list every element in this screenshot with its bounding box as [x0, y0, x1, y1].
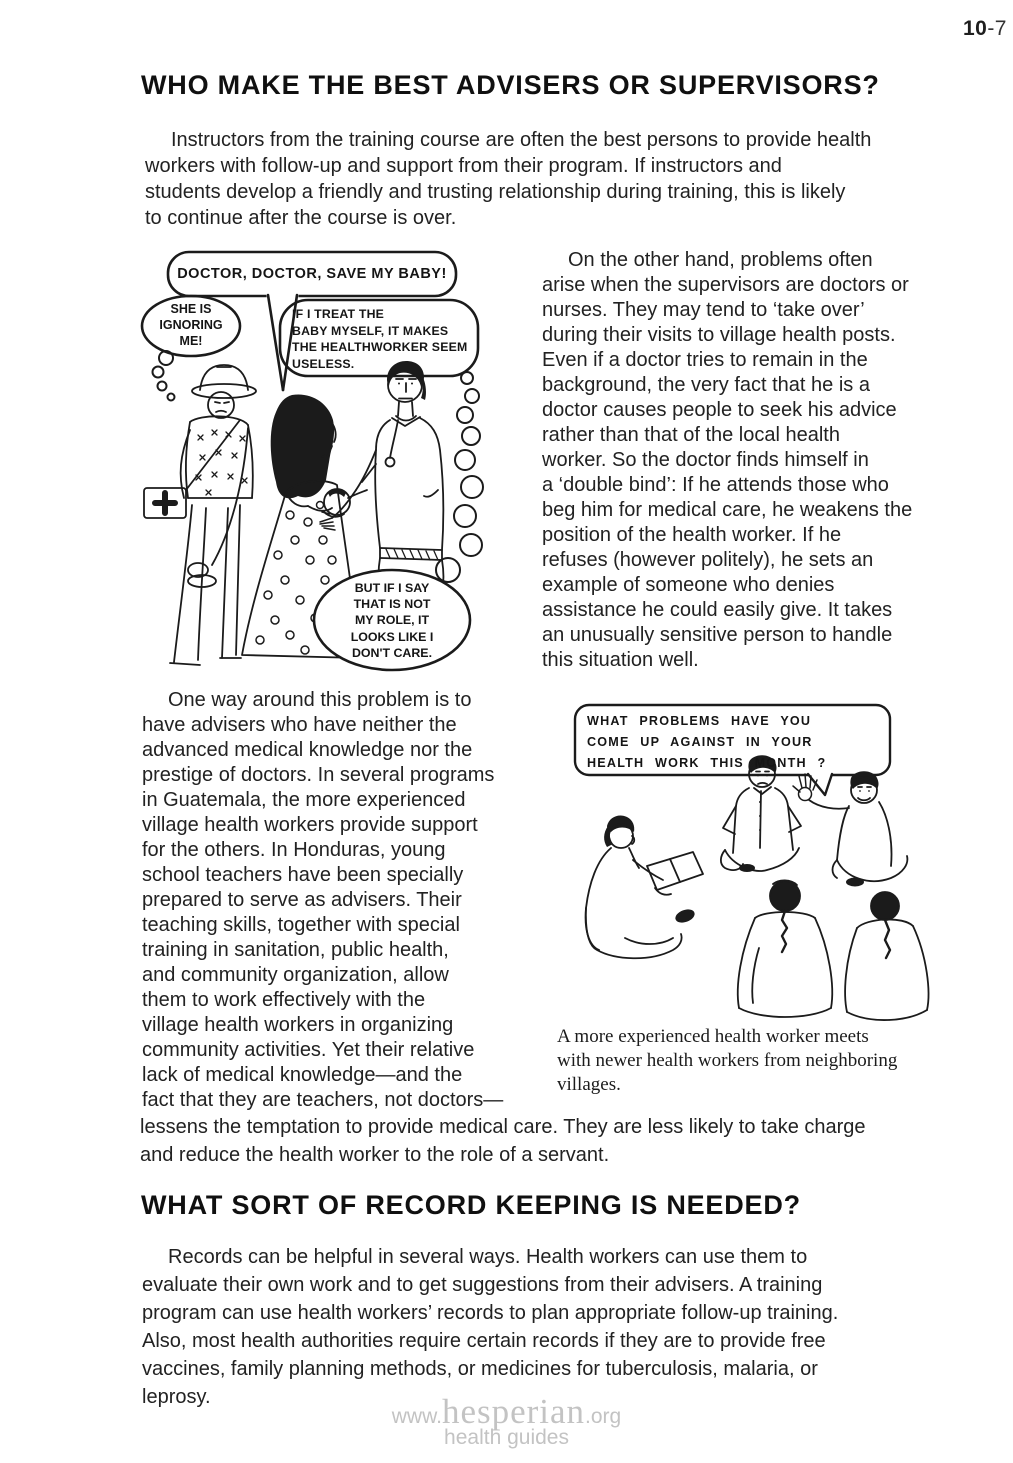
intro-paragraph: Instructors from the training course are often the best persons to provide health workers with follow-up and support from their program. If instructors and students develop a friendly and trusting relationship during training, this is likely to continue after the course is over.	[145, 129, 872, 229]
meeting-speech-bubble: WHAT PROBLEMS HAVE YOU COME UP AGAINST IN YOUR HEALTH WORK THIS MONTH ?	[587, 714, 827, 770]
watermark-tagline: health guides	[444, 1426, 569, 1449]
merged-paragraph: lessens the temptation to provide medical care. They are less likely to take charge and reduce the health worker to the role of a servant.	[140, 1116, 866, 1166]
speaker-figure	[793, 771, 907, 886]
page-number-chapter: 10	[962, 17, 988, 40]
thought-trail-left	[153, 351, 175, 401]
health-worker-thought-bubble: SHE IS IGNORING ME!	[159, 302, 223, 348]
doctor-thought-bubble-bottom: BUT IF I SAY THAT IS NOT MY ROLE, IT LOOKS LIKE I DON'T CARE.	[350, 581, 434, 660]
clinic-cartoon	[140, 250, 515, 675]
back-view-figure-right	[845, 892, 928, 1020]
records-paragraph: Records can be helpful in several ways. Health workers can use them to evaluate their own work and to get suggestions from their advisers. A training program can use health workers’ records to plan appropriate follow-up training. Also, most health authorities require certain records if they are to provide free vaccines, family planning methods, or medicines for tuberculosis, malaria, or leprosy.	[142, 1246, 839, 1408]
health-worker-figure	[144, 365, 256, 665]
doctor-thought-bubble-top: IF I TREAT THE BABY MYSELF, IT MAKES THE HEALTHWORKER SEEM USELESS.	[292, 307, 468, 371]
watermark	[0, 1392, 1013, 1450]
reader-figure	[586, 815, 703, 958]
first-aid-bag-icon	[144, 488, 186, 518]
book	[647, 852, 703, 890]
watermark-org: .org	[585, 1405, 622, 1428]
belt	[380, 548, 442, 560]
baby-figure	[324, 489, 367, 517]
meeting-cartoon	[555, 698, 940, 1023]
page-number	[963, 17, 1007, 41]
cartoon-caption: A more experienced health worker meets with newer health workers from neighboring villages.	[557, 1026, 898, 1095]
doctor-figure	[320, 361, 444, 592]
watermark-brand: hesperian	[441, 1392, 586, 1431]
section-heading-records: WHAT SORT OF RECORD KEEPING IS NEEDED?	[141, 1190, 801, 1220]
right-column-paragraph: On the other hand, problems often arise when the supervisors are doctors or nurses. They may tend to ‘take over’ during their visits to village health posts. Even if a doctor tries to remain in the background, the very fact that he is a doctor causes people to seek his advice rather than that of the local health worker. So the doctor finds himself in a ‘double bind’: If he attends those who beg him for medical care, he weakens the position of the health worker. If he refuses (however politely), he sets an example of someone who denies assistance he could easily give. It takes an unusually sensitive person to handle this situation well.	[542, 249, 913, 671]
back-view-figure-center	[738, 880, 832, 1017]
left-column-paragraph: One way around this problem is to have advisers who have neither the advanced medical knowledge nor the prestige of doctors. In several programs in Guatemala, the more experienced village health workers provide support for the others. In Honduras, young school teachers have been specially prepared to serve as advisers. Their teaching skills, together with special training in sanitation, public health, and community organization, allow them to work effectively with the village health workers in organizing community activities. Yet their relative lack of medical knowledge—and the fact that they are teachers, not doctors—	[142, 689, 504, 1111]
section-heading-advisers: WHO MAKE THE BEST ADVISERS OR SUPERVISORS?	[141, 70, 880, 100]
watermark-www: www.	[391, 1405, 442, 1428]
page-number-page: -7	[987, 17, 1007, 40]
mother-speech-bubble: DOCTOR, DOCTOR, SAVE MY BABY!	[177, 266, 447, 282]
